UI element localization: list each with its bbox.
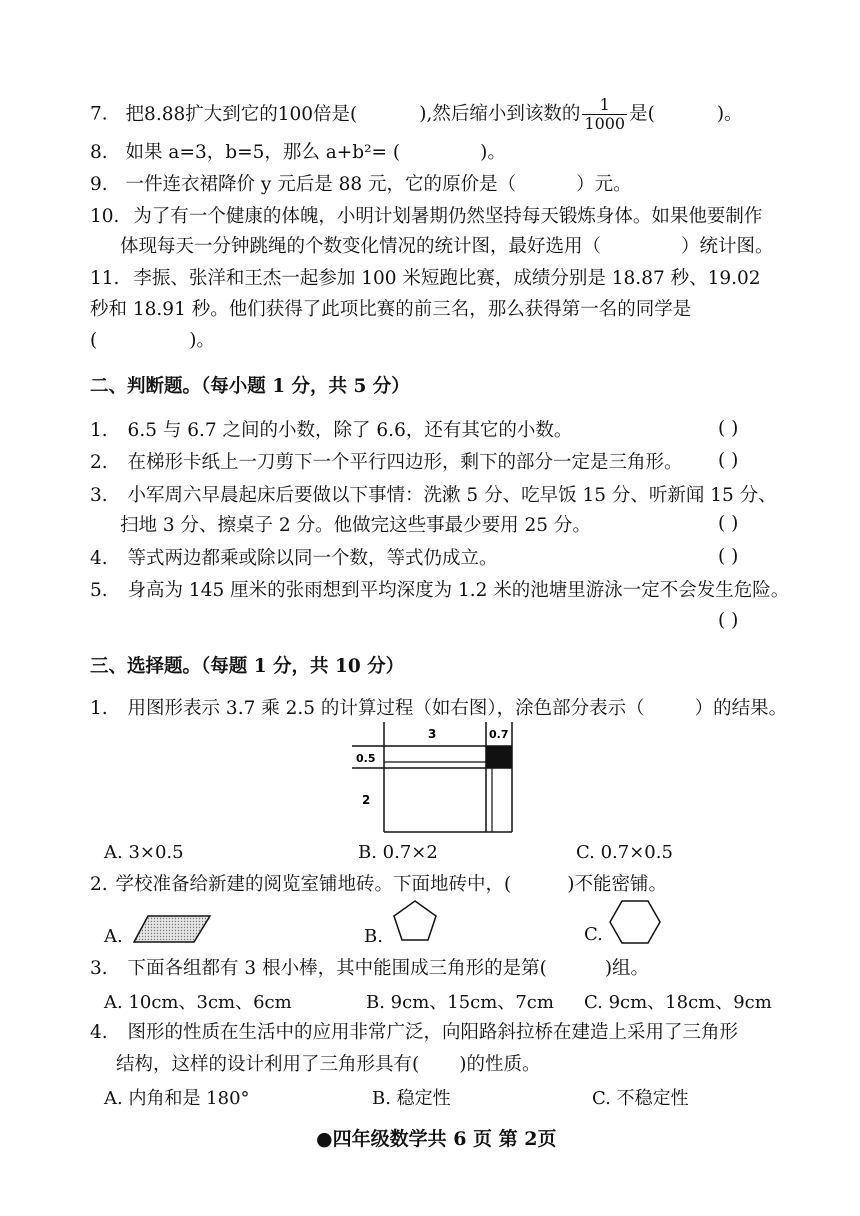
shaded-cell [486, 746, 512, 768]
fraction [582, 96, 627, 133]
judge-item-3-line2 [120, 513, 591, 539]
choice-question-4 [90, 1020, 738, 1046]
question-number: 4. [90, 1022, 108, 1043]
pentagon-tile-icon [390, 898, 440, 944]
question-text: 等式两边都乘或除以同一个数，等式仍成立。 [127, 548, 498, 569]
judge-item-5 [90, 578, 789, 604]
question-number: 2. [90, 874, 108, 895]
question-text: ）的结果。 [694, 698, 788, 719]
option-a[interactable]: A. 3×0.5 [104, 842, 184, 863]
figure-label-2: 2 [362, 793, 371, 807]
question-number: 9. [90, 174, 108, 195]
section-title-judge: 二、判断题。（每小题 1 分，共 5 分） [90, 376, 410, 397]
judge-item-1 [90, 418, 572, 444]
option-b[interactable]: B. [364, 926, 383, 947]
option-c[interactable]: C. 0.7×0.5 [576, 842, 673, 863]
figure-label-0-5: 0.5 [356, 752, 376, 765]
option-a[interactable]: A. [104, 926, 123, 947]
question-text: 学校准备给新建的阅览室铺地砖。下面地砖中，( [115, 874, 512, 895]
question-text: 图形的性质在生活中的应用非常广泛，向阳路斜拉桥在建造上采用了三角形 [127, 1022, 739, 1043]
question-8 [90, 140, 506, 166]
question-text: 是( [629, 103, 655, 125]
option-b[interactable]: B. 0.7×2 [358, 842, 438, 863]
question-text: 用图形表示 3.7 乘 2.5 的计算过程（如右图），涂色部分表示（ [127, 698, 645, 719]
answer-paren[interactable]: ( ) [718, 418, 739, 439]
question-number: 4. [90, 548, 108, 569]
fraction-denominator: 1000 [584, 114, 626, 133]
option-a[interactable]: A. 内角和是 180° [104, 1088, 250, 1109]
question-text: 在梯形卡纸上一刀剪下一个平行四边形，剩下的部分一定是三角形。 [127, 452, 683, 473]
question-10 [90, 204, 762, 230]
question-text: 结构，这样的设计利用了三角形具有( [116, 1054, 420, 1075]
question-number: 8. [90, 142, 108, 163]
question-number: 7. [90, 103, 108, 125]
question-text: 6.5 与 6.7 之间的小数，除了 6.6，还有其它的小数。 [127, 420, 573, 441]
question-text: )的性质。 [459, 1054, 541, 1075]
option-c[interactable]: C. 不稳定性 [592, 1088, 689, 1109]
question-text: )不能密铺。 [567, 874, 667, 895]
question-number: 1. [90, 698, 108, 719]
question-11-line3 [90, 328, 215, 354]
section-title-choice: 三、选择题。（每题 1 分，共 10 分） [90, 656, 405, 677]
hexagon-tile-icon [608, 898, 662, 946]
answer-paren[interactable]: ( ) [718, 513, 739, 534]
question-11 [90, 266, 761, 292]
answer-paren[interactable]: ( ) [718, 610, 739, 631]
area-model-figure [352, 722, 522, 842]
question-text: 小军周六早晨起床后要做以下事情：洗漱 5 分、吃早饭 15 分、听新闻 15 分、 [127, 485, 777, 506]
question-text: )。 [716, 103, 743, 125]
question-text: 为了有一个健康的体魄，小明计划暑期仍然坚持每天锻炼身体。如果他要制作 [133, 206, 763, 227]
question-text: )。 [480, 142, 506, 163]
question-text: 体现每天一分钟跳绳的个数变化情况的统计图，最好选用（ [120, 236, 602, 257]
question-text: )。 [189, 330, 215, 351]
figure-label-0-7: 0.7 [489, 728, 509, 741]
question-text: 李振、张洋和王杰一起参加 100 米短跑比赛，成绩分别是 18.87 秒、19.02 [133, 268, 761, 289]
judge-item-3 [90, 483, 777, 509]
question-10-line2 [120, 234, 774, 260]
option-c[interactable]: C. [584, 924, 603, 945]
page-footer: ●四年级数学共 6 页 第 2页 [316, 1128, 557, 1150]
answer-paren[interactable]: ( ) [718, 450, 739, 471]
parallelogram-tile-icon [132, 914, 212, 944]
question-11-line2 [90, 297, 691, 323]
option-a[interactable]: A. 10cm、3cm、6cm [104, 992, 292, 1013]
option-b[interactable]: B. 稳定性 [372, 1088, 451, 1109]
question-text: ）统计图。 [681, 236, 774, 257]
question-text: ( [90, 330, 98, 351]
question-text: 扫地 3 分、擦桌子 2 分。他做完这些事最少要用 25 分。 [120, 515, 591, 536]
fraction-numerator: 1 [582, 96, 627, 115]
option-c[interactable]: C. 9cm、18cm、9cm [584, 992, 772, 1013]
judge-item-2 [90, 450, 683, 476]
answer-paren[interactable]: ( ) [718, 546, 739, 567]
question-number: 2. [90, 452, 108, 473]
figure-label-3: 3 [428, 727, 437, 741]
choice-question-3 [90, 956, 649, 982]
option-b[interactable]: B. 9cm、15cm、7cm [366, 992, 554, 1013]
judge-item-4 [90, 546, 498, 572]
question-text: ),然后缩小到该数的 [419, 103, 581, 125]
question-text: 身高为 145 厘米的张雨想到平均深度为 1.2 米的池塘里游泳一定不会发生危险。 [127, 580, 790, 601]
question-7 [90, 96, 743, 133]
question-text: ）元。 [576, 174, 632, 195]
question-number: 3. [90, 958, 108, 979]
question-number: 5. [90, 580, 108, 601]
question-9 [90, 172, 632, 198]
question-number: 10. [90, 206, 120, 227]
question-text: 下面各组都有 3 根小棒，其中能围成三角形的是第( [127, 958, 547, 979]
question-text: 如果 a=3，b=5，那么 a+b²= ( [125, 142, 401, 163]
question-text: 一件连衣裙降价 y 元后是 88 元，它的原价是（ [125, 174, 517, 195]
question-text: 把8.88扩大到它的100倍是( [125, 103, 358, 125]
question-number: 1. [90, 420, 108, 441]
choice-question-2 [90, 872, 667, 898]
question-text: 秒和 18.91 秒。他们获得了此项比赛的前三名，那么获得第一名的同学是 [90, 299, 692, 320]
question-number: 11. [90, 268, 120, 289]
question-text: )组。 [604, 958, 650, 979]
choice-question-4-line2 [116, 1052, 540, 1078]
question-number: 3. [90, 485, 108, 506]
choice-question-1 [90, 696, 787, 722]
